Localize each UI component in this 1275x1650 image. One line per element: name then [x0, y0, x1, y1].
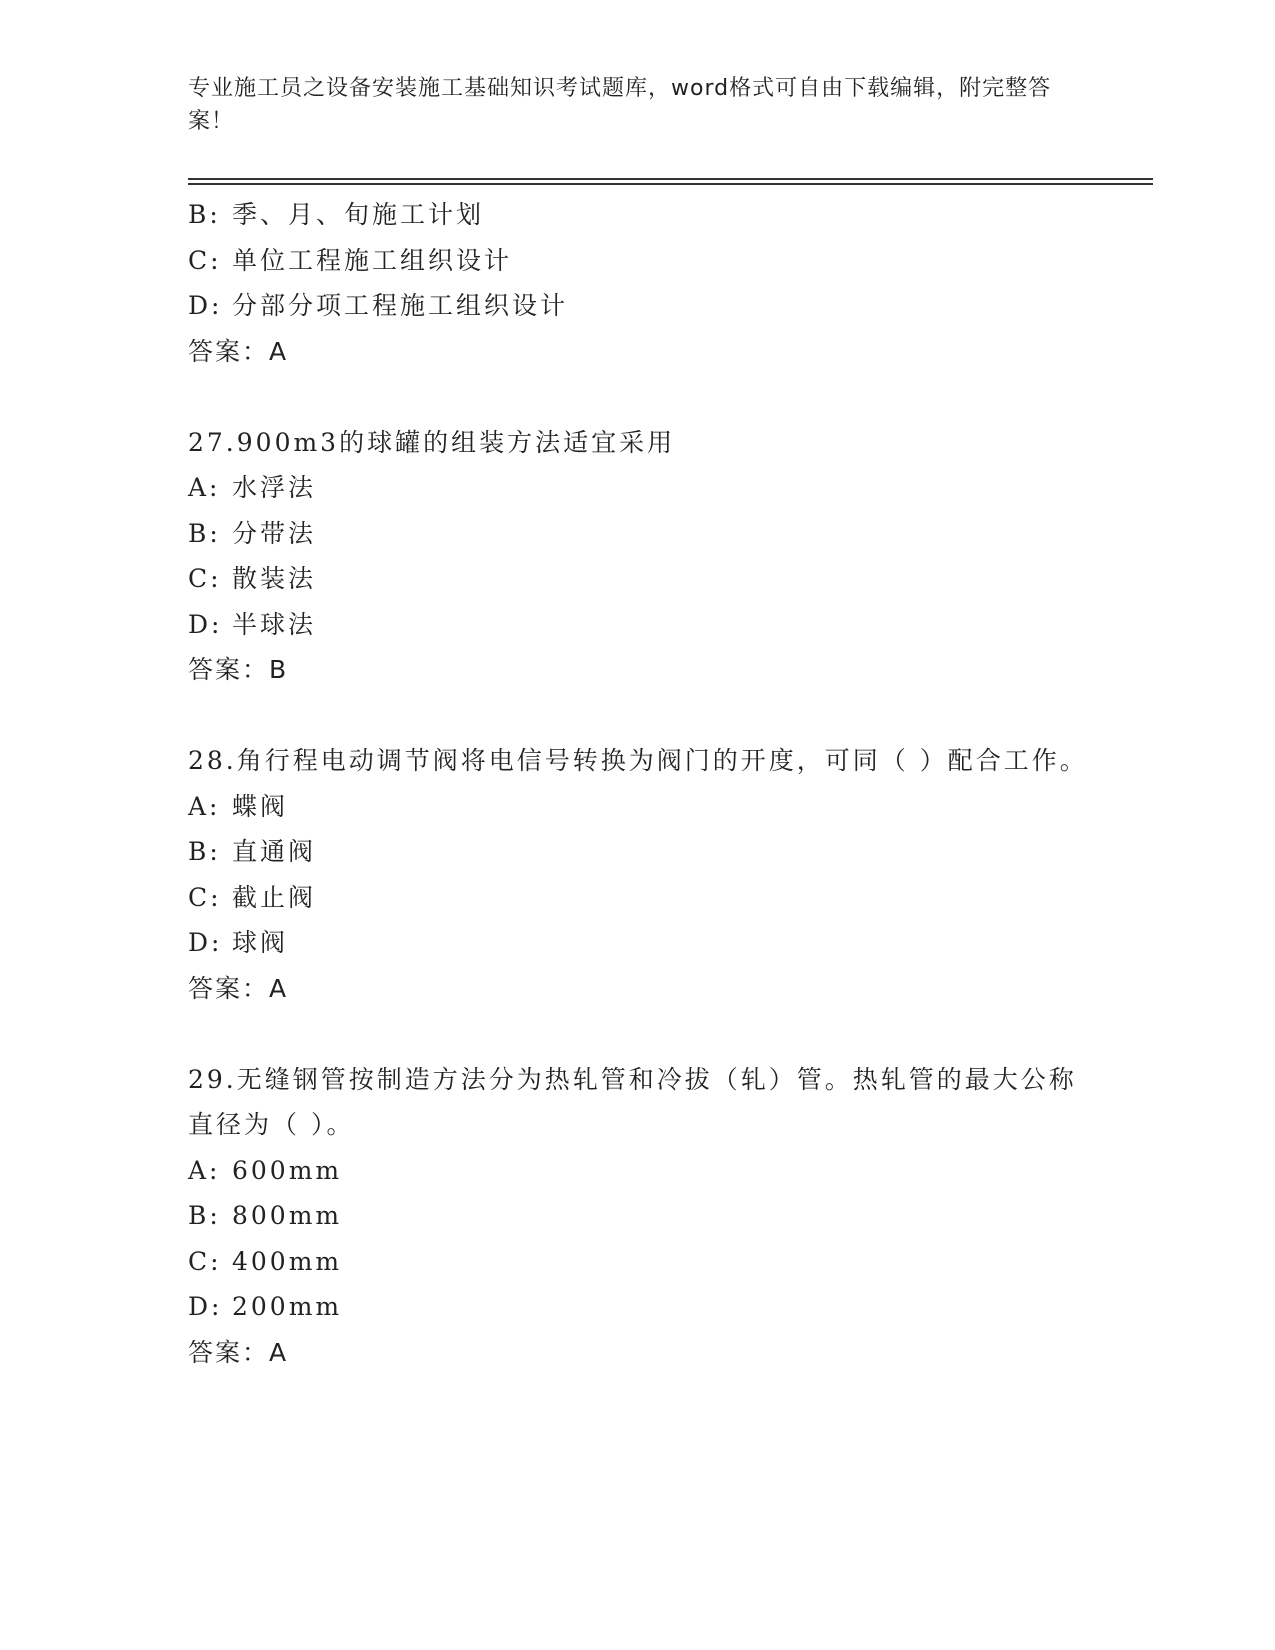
option-letter: B: [188, 518, 221, 548]
option-text: 单位工程施工组织设计 [232, 245, 513, 275]
option-letter: A: [188, 791, 221, 821]
option-text: 季、月、旬施工计划 [232, 200, 485, 229]
option-text: 800mm [232, 1201, 343, 1230]
question-29 [188, 1057, 1088, 1376]
document-header: 专业施工员之设备安装施工基础知识考试题库，word格式可自由下载编辑，附完整答案！ [188, 76, 1052, 134]
option-letter: A: [188, 1155, 221, 1185]
option-letter: C: [188, 245, 222, 275]
question-27 [188, 420, 1088, 693]
option-text: 水浮法 [232, 473, 317, 502]
option-letter: D: [188, 928, 223, 957]
header-divider-bottom [188, 183, 1153, 185]
option-text: 球阀 [232, 928, 289, 957]
option-b [188, 511, 1088, 557]
option-letter: C: [188, 1246, 222, 1276]
option-letter: D: [188, 291, 223, 320]
option-c [188, 875, 1088, 921]
option-letter: D: [188, 609, 223, 639]
question-text: 28.角行程电动调节阀将电信号转换为阀门的开度，可同（ ）配合工作。 [188, 746, 1088, 775]
option-b [188, 829, 1088, 875]
option-letter: C: [188, 564, 222, 593]
option-c [188, 1239, 1088, 1285]
option-letter: B: [188, 837, 221, 866]
answer-line: 答案：A [188, 336, 289, 366]
option-text: 半球法 [232, 609, 317, 639]
option-text: 直通阀 [232, 837, 317, 866]
partial-question [188, 192, 1088, 374]
answer-line: 答案：A [188, 1337, 289, 1367]
option-d [188, 920, 1088, 966]
option-d [188, 602, 1088, 648]
option-d [188, 1284, 1088, 1330]
option-text: 400mm [232, 1246, 343, 1276]
spacer [188, 1011, 1088, 1057]
option-a [188, 784, 1088, 830]
question-28 [188, 738, 1088, 1011]
option-a [188, 465, 1088, 511]
option-text: 分带法 [232, 518, 317, 548]
option-text: 蝶阀 [232, 791, 289, 821]
option-b [188, 192, 1088, 238]
question-text: 27.900m3的球罐的组装方法适宜采用 [188, 427, 676, 457]
option-c [188, 556, 1088, 602]
question-list [188, 192, 1088, 1375]
header-divider-top [188, 178, 1153, 180]
option-letter: B: [188, 1201, 221, 1230]
option-text: 散装法 [232, 564, 317, 593]
option-text: 分部分项工程施工组织设计 [232, 291, 569, 320]
option-d [188, 283, 1088, 329]
option-c [188, 238, 1088, 284]
answer-line: 答案：A [188, 973, 289, 1003]
option-text: 600mm [232, 1155, 343, 1185]
option-letter: B: [188, 200, 221, 229]
question-text: 29.无缝钢管按制造方法分为热轧管和冷拔（轧）管。热轧管的最大公称直径为（ ）。 [188, 1064, 1077, 1139]
option-letter: D: [188, 1292, 223, 1321]
option-text: 截止阀 [232, 882, 317, 912]
option-letter: A: [188, 473, 221, 502]
option-b [188, 1193, 1088, 1239]
spacer [188, 693, 1088, 739]
spacer [188, 374, 1088, 420]
option-text: 200mm [232, 1292, 343, 1321]
option-a [188, 1148, 1088, 1194]
answer-line: 答案：B [188, 655, 289, 684]
option-letter: C: [188, 882, 222, 912]
